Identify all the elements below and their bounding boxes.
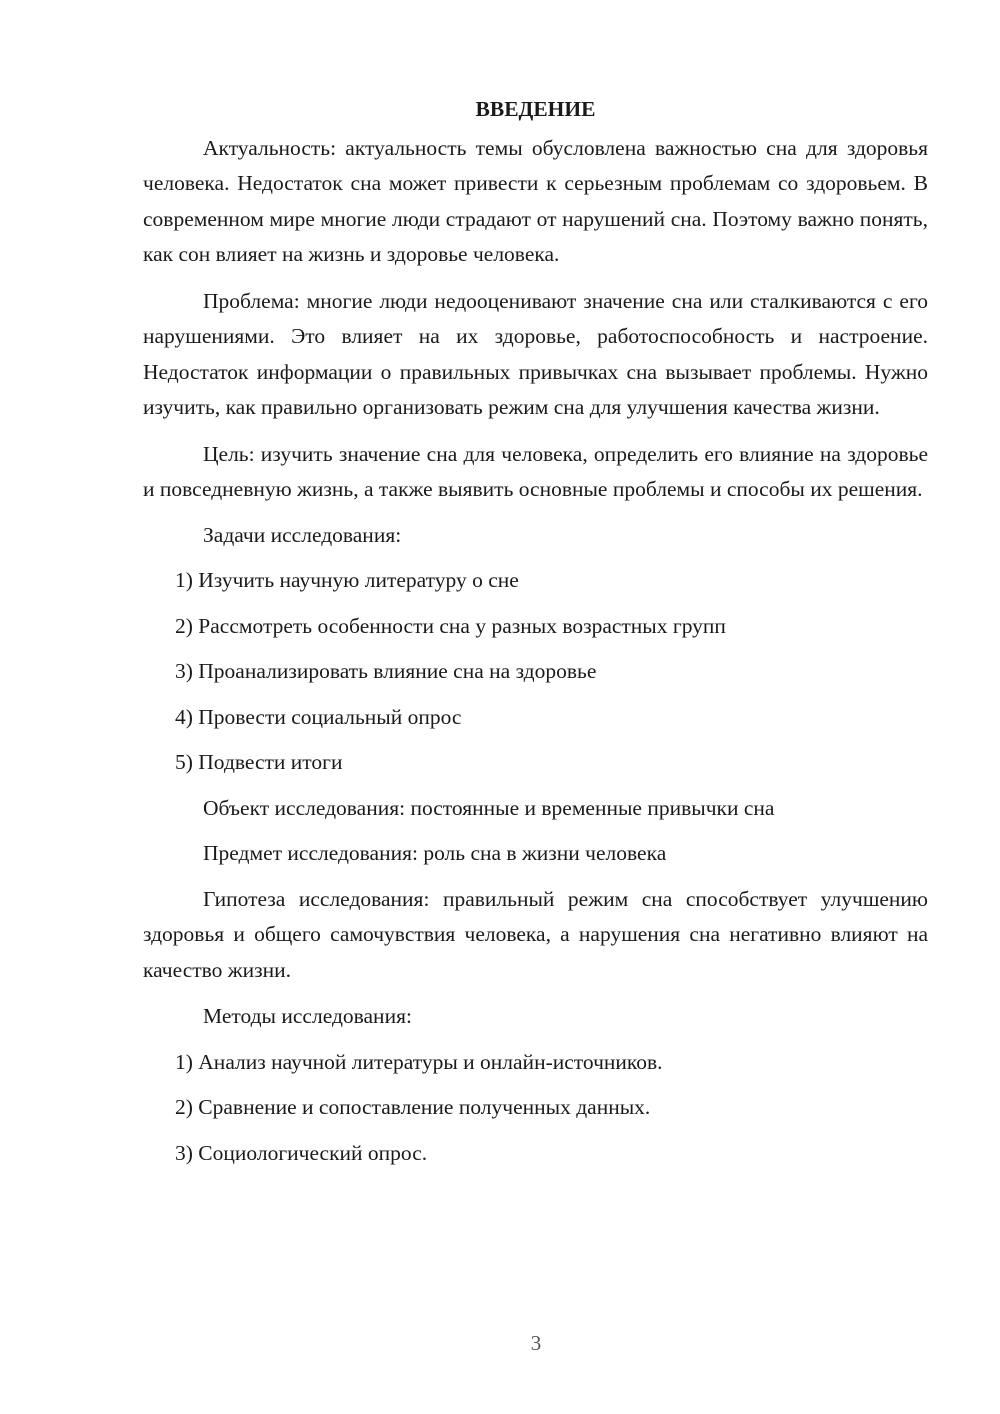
research-subject: Предмет исследования: роль сна в жизни человека [203, 841, 667, 865]
document-page [143, 92, 928, 1171]
methods-heading: Методы исследования: [203, 1004, 412, 1028]
problem-paragraph: Проблема: многие люди недооценивают значение сна или сталкиваются с его нарушениями. Это влияет на их здоровье, работоспособность и настроение. Недостаток информации о правильных привычках сна вызывает проблемы. Нужно изучить, как правильно организовать режим сна для улучшения качества жизни. [143, 288, 928, 419]
goal-paragraph: Цель: изучить значение сна для человека, определить его влияние на здоровье и повседневную жизнь, а также выявить основные проблемы и способы их решения. [143, 441, 928, 501]
task-item-5: 5) Подвести итоги [175, 750, 343, 774]
task-item-2: 2) Рассмотреть особенности сна у разных возрастных групп [175, 613, 726, 638]
method-item-3: 3) Социологический опрос. [175, 1140, 428, 1165]
task-item-4: 4) Провести социальный опрос [175, 704, 462, 729]
method-item-2: 2) Сравнение и сопоставление полученных данных. [175, 1095, 651, 1119]
method-item-1: 1) Анализ научной литературы и онлайн-источников. [175, 1049, 663, 1074]
research-object: Объект исследования: постоянные и временные привычки сна [203, 795, 775, 820]
page-number: 3 [530, 1331, 542, 1355]
tasks-heading: Задачи исследования: [203, 522, 402, 547]
relevance-paragraph: Актуальность: актуальность темы обусловлена важностью сна для здоровья человека. Недостаток сна может привести к серьезным проблемам со здоровьем. В современном мире многие люди страдают от нарушений сна. Поэтому важно понять, как сон влияет на жизнь и здоровье человека. [143, 135, 928, 266]
task-item-1: 1) Изучить научную литературу о сне [175, 568, 519, 592]
task-item-3: 3) Проанализировать влияние сна на здоровье [175, 659, 597, 683]
section-title: ВВЕДЕНИЕ [475, 97, 596, 121]
hypothesis-paragraph: Гипотеза исследования: правильный режим сна способствует улучшению здоровья и общего самочувствия человека, а нарушения сна негативно влияют на качество жизни. [143, 886, 928, 982]
